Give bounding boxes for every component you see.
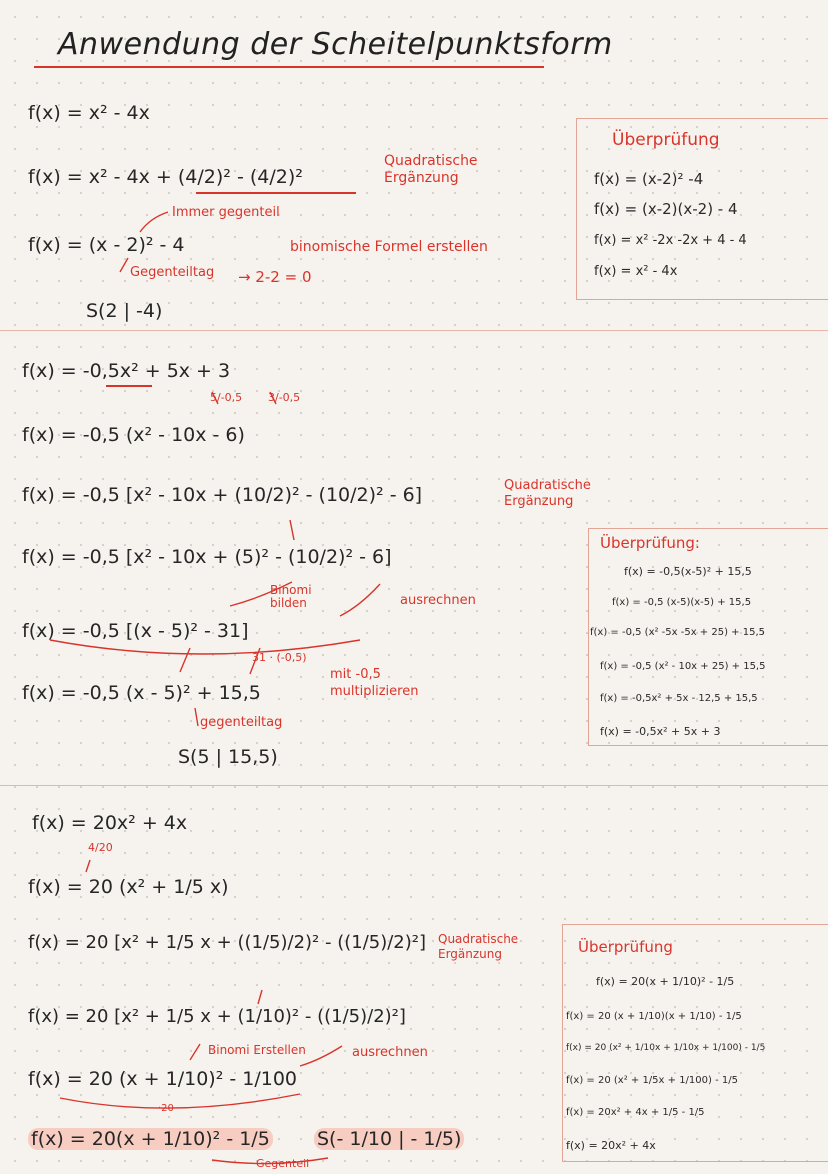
equation-line: f(x) = 20 (x² + 1/5 x) (28, 876, 229, 898)
check-line: f(x) = 20(x + 1/10)² - 1/5 (596, 975, 735, 988)
annotation: Binomi Erstellen (208, 1043, 306, 1057)
annotation: Quadratische Ergänzung (504, 478, 591, 509)
division-note: 4/20 (88, 841, 113, 854)
equation-line: f(x) = 20 [x² + 1/5 x + ((1/5)/2)² - ((1/5)/2)²] (28, 932, 427, 953)
equation-line: f(x) = -0,5 [(x - 5)² - 31] (22, 620, 249, 642)
annotation: binomische Formel erstellen (290, 239, 488, 255)
highlight: S(- 1/10 | - 1/5) (314, 1128, 464, 1150)
check-line: f(x) = -0,5 (x² -5x -5x + 25) + 15,5 (590, 627, 765, 638)
annotation: 31 · (-0,5) (252, 651, 307, 664)
check-line: f(x) = 20 (x + 1/10)(x + 1/10) - 1/5 (566, 1011, 742, 1022)
check-line: f(x) = -0,5 (x² - 10x + 25) + 15,5 (600, 661, 766, 672)
annotation: → 2-2 = 0 (238, 268, 312, 286)
page-title: Anwendung der Scheitelpunktsform (58, 27, 613, 62)
check-title: Überprüfung (578, 938, 673, 956)
equation-line: f(x) = x² - 4x + (4/2)² - (4/2)² (28, 166, 303, 188)
equation-line: f(x) = -0,5 (x - 5)² + 15,5 (22, 682, 261, 704)
vertex: S(5 | 15,5) (178, 746, 278, 768)
equation-line: f(x) = (x - 2)² - 4 (28, 234, 185, 256)
annotation: Binomi bilden (270, 583, 312, 610)
annotation: Immer gegenteil (172, 205, 280, 220)
equation-line: f(x) = -0,5 (x² - 10x - 6) (22, 424, 245, 446)
equation-line: f(x) = 20 (x + 1/10)² - 1/100 (28, 1068, 298, 1090)
division-note: 3/-0,5 (268, 391, 301, 404)
annotation: ausrechnen (400, 593, 476, 608)
annotation: mit -0,5 multiplizieren (330, 667, 419, 699)
check-line: f(x) = x² -2x -2x + 4 - 4 (594, 233, 747, 248)
check-line: f(x) = -0,5x² + 5x + 3 (600, 725, 721, 738)
equation-line: f(x) = 20x² + 4x (32, 812, 188, 834)
annotation: Quadratische Ergänzung (438, 932, 519, 961)
check-line: f(x) = (x-2)(x-2) - 4 (594, 200, 738, 218)
check-line: f(x) = 20x² + 4x (566, 1139, 656, 1152)
annotation: gegenteiltag (200, 715, 283, 730)
highlight: f(x) = 20(x + 1/10)² - 1/5 (28, 1128, 273, 1150)
check-title: Überprüfung: (600, 534, 700, 552)
check-line: f(x) = -0,5(x-5)² + 15,5 (624, 565, 752, 578)
equation-line: f(x) = -0,5x² + 5x + 3 (22, 360, 231, 382)
annotation: ·20 (158, 1103, 174, 1114)
equation-line: f(x) = 20 [x² + 1/5 x + (1/10)² - ((1/5)/2)²] (28, 1006, 406, 1027)
annotation: Gegenteiltag (130, 265, 215, 280)
equation-line: f(x) = -0,5 [x² - 10x + (5)² - (10/2)² - 6] (22, 546, 392, 568)
check-line: f(x) = x² - 4x (594, 264, 678, 279)
check-line: f(x) = 20 (x² + 1/5x + 1/100) - 1/5 (566, 1075, 738, 1086)
division-note: 5/-0,5 (210, 391, 243, 404)
check-title: Überprüfung (612, 130, 720, 150)
equation-line: f(x) = x² - 4x (28, 102, 150, 124)
check-line: f(x) = -0,5x² + 5x - 12,5 + 15,5 (600, 693, 758, 704)
check-line: f(x) = -0,5 (x-5)(x-5) + 15,5 (612, 597, 752, 608)
check-line: f(x) = 20x² + 4x + 1/5 - 1/5 (566, 1107, 705, 1118)
check-line: f(x) = 20 (x² + 1/10x + 1/10x + 1/100) - 1/5 (566, 1043, 766, 1053)
annotation: Gegenteil (256, 1157, 310, 1170)
equation-line: f(x) = -0,5 [x² - 10x + (10/2)² - (10/2)² - 6] (22, 484, 423, 506)
check-line: f(x) = (x-2)² -4 (594, 170, 704, 188)
vertex: S(2 | -4) (86, 300, 163, 322)
annotation: ausrechnen (352, 1045, 428, 1060)
annotation: Quadratische Ergänzung (384, 153, 478, 186)
